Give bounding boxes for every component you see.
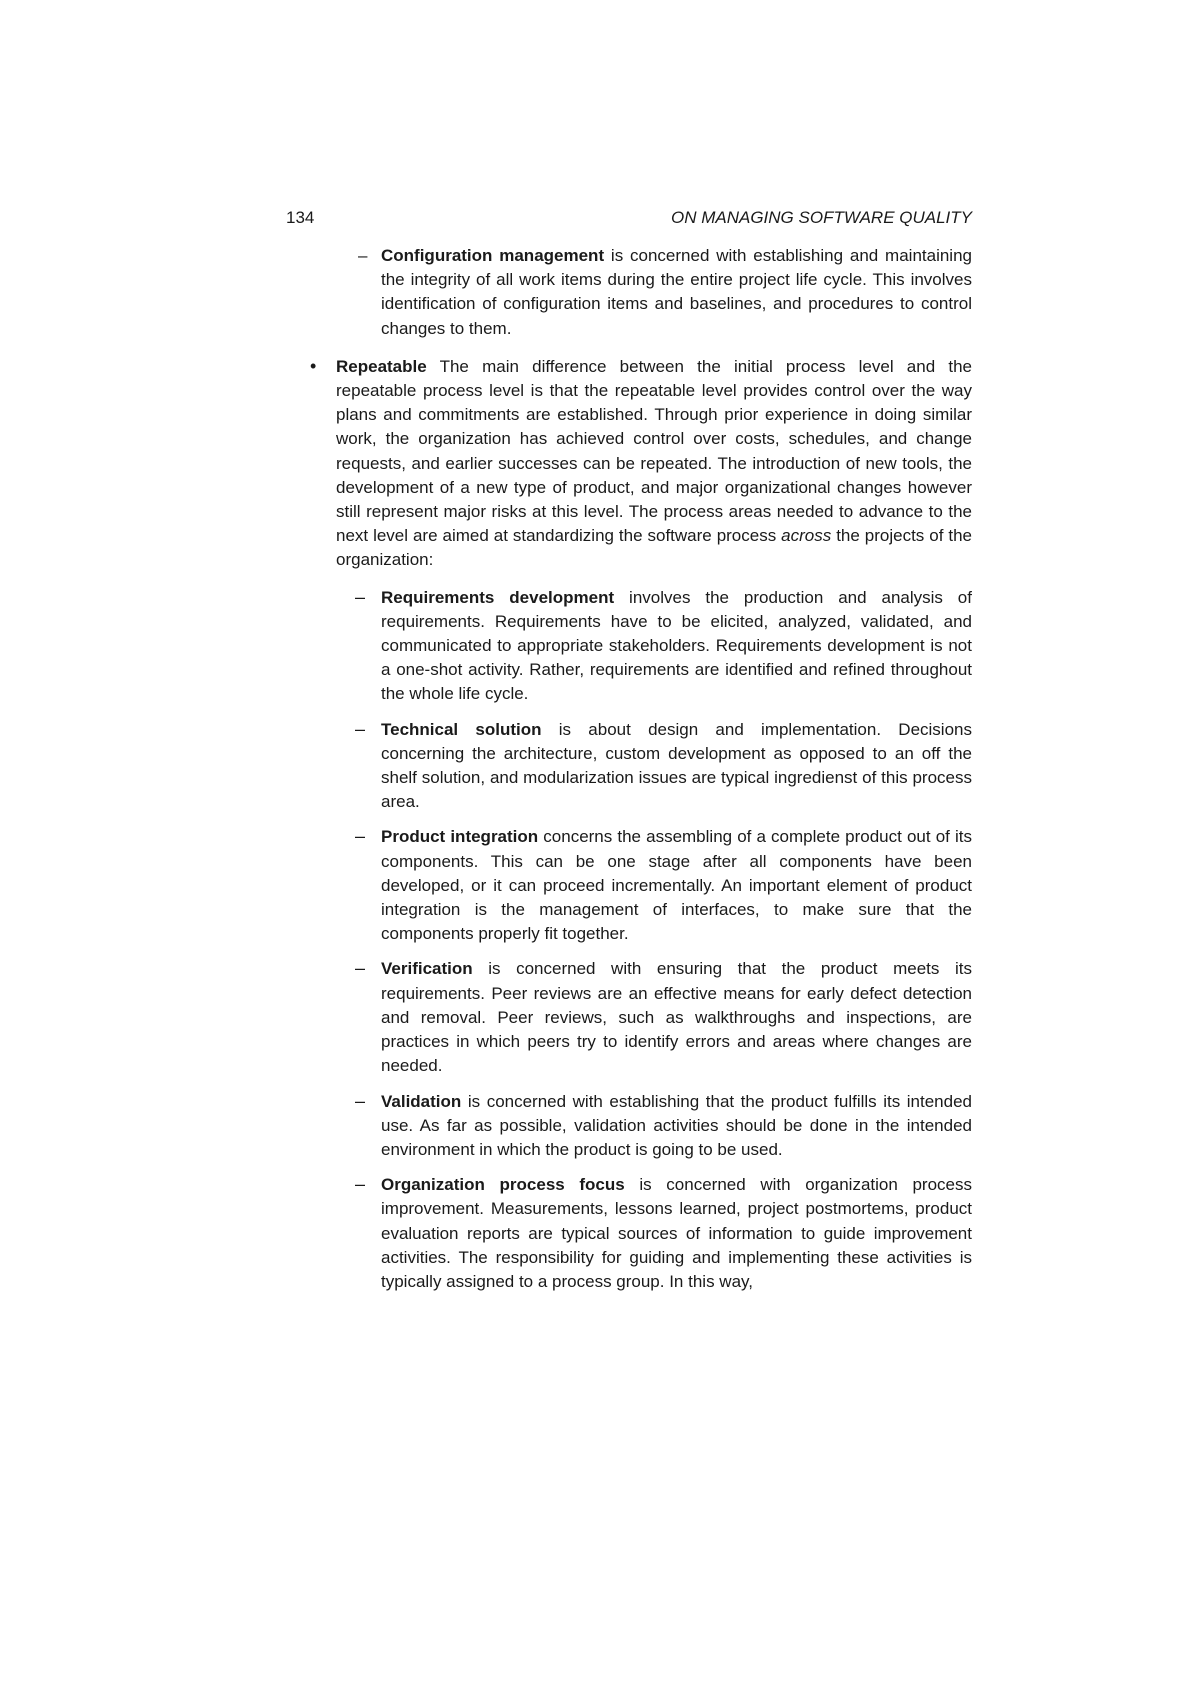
description: involves the production and analysis of requirements. Requirements have to be elicited, analyzed, validated, and communicated to appropriate stakeholders. Requirements development is not a one-shot activity. Rather, requirements are identified and refined throughout the whole life cycle. xyxy=(381,587,972,704)
list-item-organization-process-focus xyxy=(355,1173,972,1294)
description: The main difference between the initial process level and the repeatable process level is that the repeatable level provides control over the way plans and commitments are established. Through prior experience in doing similar work, the organization has achieved control over costs, schedules, and change requests, and earlier successes can be repeated. The introduction of new tools, the development of a new type of product, and major organizational changes however still represent major risks at this level. The process areas needed to advance to the next level are aimed at standardizing the software process xyxy=(336,356,972,546)
running-head xyxy=(286,206,972,230)
page-number: 134 xyxy=(286,208,315,227)
bullet-marker: • xyxy=(310,355,317,376)
process-area-list xyxy=(286,586,972,1294)
dash-marker: – xyxy=(355,718,366,739)
term: Verification xyxy=(381,959,473,979)
list-item-text xyxy=(381,1173,972,1294)
description: concerns the assembling of a complete product out of its components. This can be one stage after all components have been developed, or it can proceed incrementally. An important element of product integration is the management of interfaces, to make sure that the components properly fit together. xyxy=(381,827,972,944)
description: is concerned with establishing and maintaining the integrity of all work items during the entire project life cycle. This involves identification of configuration items and baselines, and procedures to control changes to them. xyxy=(381,246,972,338)
list-item-text xyxy=(381,586,972,707)
term: Validation xyxy=(381,1091,462,1111)
list-item-requirements-development xyxy=(355,586,972,707)
dash-marker: – xyxy=(355,1090,366,1111)
term: Product integration xyxy=(381,827,539,847)
term: Requirements development xyxy=(381,587,615,607)
list-item-text xyxy=(381,825,972,946)
term: Organization process focus xyxy=(381,1175,625,1195)
description: is about design and implementation. Decisions concerning the architecture, custom development as opposed to an off the shelf solution, and modularization issues are typical ingredienst of this process area. xyxy=(381,719,972,812)
description: is concerned with organization process improvement. Measurements, lessons learned, project postmortems, product evaluation reports are typical sources of information to guide improvement activities. The responsibility for guiding and implementing these activities is typically assigned to a process group. In this way, xyxy=(381,1175,972,1291)
body-text xyxy=(286,244,972,1305)
term: Technical solution xyxy=(381,719,542,739)
description: is concerned with ensuring that the product meets its requirements. Peer reviews are an effective means for early defect detection and removal. Peer reviews, such as walkthroughs and inspections, are practices in which peers try to identify errors and areas where changes are needed. xyxy=(381,959,972,1076)
bullet-text xyxy=(336,355,972,573)
description-end: the projects of the organization: xyxy=(336,526,972,570)
emphasis: across xyxy=(781,526,832,546)
list-item-technical-solution xyxy=(355,718,972,815)
term: Repeatable xyxy=(336,356,427,376)
dash-marker: – xyxy=(355,1174,366,1195)
list-item-verification xyxy=(355,957,972,1078)
running-title: ON MANAGING SOFTWARE QUALITY xyxy=(671,208,972,227)
dash-marker: – xyxy=(358,246,368,265)
dash-marker: – xyxy=(355,586,366,607)
list-item-configuration-management xyxy=(358,244,972,341)
bullet-item-repeatable xyxy=(310,355,972,1294)
list-item-text xyxy=(381,718,972,815)
dash-marker: – xyxy=(355,958,366,979)
list-item-text xyxy=(381,1090,972,1163)
list-item-text xyxy=(381,244,972,341)
list-item-product-integration xyxy=(355,825,972,946)
dash-marker: – xyxy=(355,826,366,847)
term: Configuration management xyxy=(381,246,605,265)
list-item-validation xyxy=(355,1090,972,1163)
list-item-text xyxy=(381,957,972,1078)
description: is concerned with establishing that the product fulfills its intended use. As far as possible, validation activities should be done in the intended environment in which the product is going to be used. xyxy=(381,1091,972,1159)
